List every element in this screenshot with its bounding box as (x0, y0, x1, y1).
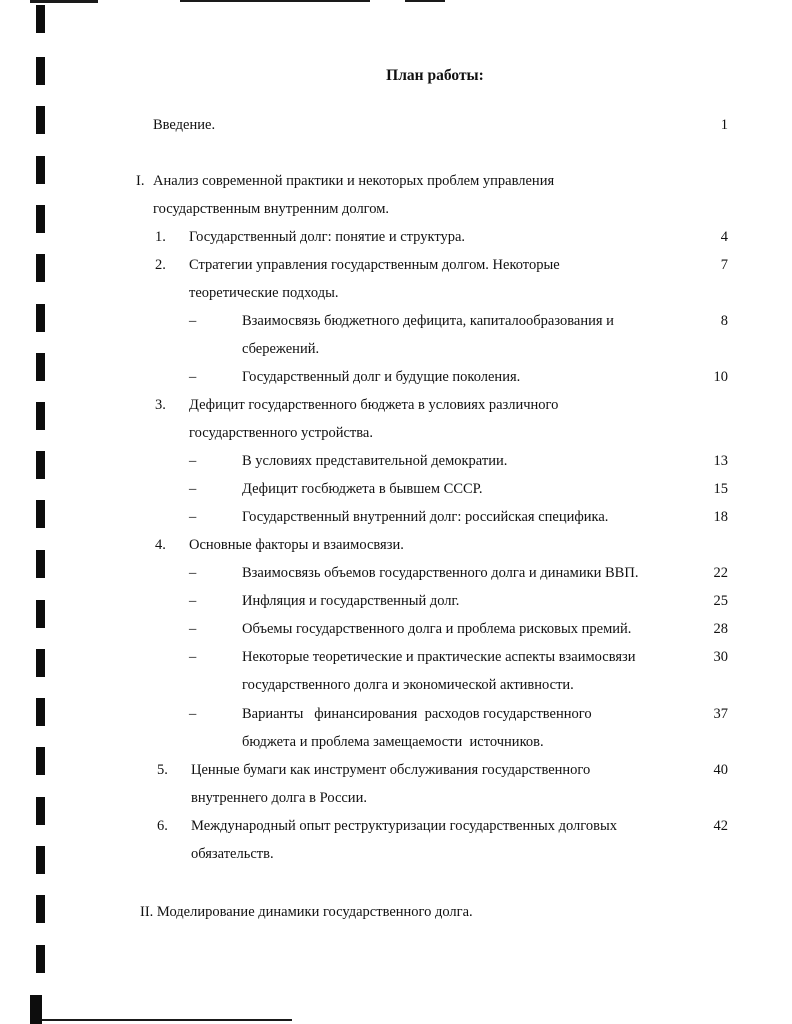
toc-intro: Введение. (153, 117, 216, 133)
binding-mark (36, 895, 45, 923)
toc-section-6-page: 42 (713, 818, 728, 834)
binding-mark (36, 846, 45, 874)
binding-mark (36, 5, 45, 33)
toc-section-4-title: Основные факторы и взаимосвязи. (189, 537, 404, 553)
toc-dash: – (189, 565, 197, 581)
toc-dash: – (189, 453, 197, 469)
toc-chapter-1-number: I. (136, 173, 145, 189)
toc-chapter-1-title: Анализ современной практики и некоторых проблем управления (153, 173, 555, 189)
toc-subsection-2a-title: Взаимосвязь бюджетного дефицита, капиталообразования и (242, 313, 614, 329)
binding-mark (36, 649, 45, 677)
toc-subsection-3b-title: Дефицит госбюджета в бывшем СССР. (242, 481, 483, 497)
binding-mark (36, 600, 45, 628)
toc-section-5-number: 5. (157, 762, 168, 778)
toc-subsection-4e-page: 37 (713, 706, 728, 722)
toc-subsection-4d-title: Некоторые теоретические и практические аспекты взаимосвязи (242, 649, 636, 665)
toc-subsection-4b-page: 25 (713, 593, 728, 609)
toc-subsection-4d-title-cont: государственного долга и экономической активности. (242, 677, 574, 693)
binding-mark (36, 451, 45, 479)
toc-section-5-page: 40 (713, 762, 728, 778)
scan-edge-line (30, 0, 98, 3)
toc-dash: – (189, 369, 197, 385)
toc-subsection-2b-title: Государственный долг и будущие поколения. (242, 369, 521, 385)
toc-dash: – (189, 649, 197, 665)
toc-section-1-page: 4 (720, 229, 728, 245)
toc-dash: – (189, 481, 197, 497)
scan-edge-block (30, 995, 42, 1024)
toc-subsection-4c-page: 28 (713, 621, 728, 637)
toc-section-3-number: 3. (155, 397, 166, 413)
binding-mark (36, 945, 45, 973)
binding-mark (36, 254, 45, 282)
toc-subsection-4c-title: Объемы государственного долга и проблема рисковых премий. (242, 621, 632, 637)
toc-section-4-number: 4. (155, 537, 166, 553)
toc-section-2-number: 2. (155, 257, 166, 273)
toc-chapter-2-title: II. Моделирование динамики государственного долга. (140, 904, 473, 920)
toc-section-2-title: Стратегии управления государственным долгом. Некоторые (189, 257, 560, 273)
toc-dash: – (189, 509, 197, 525)
toc-subsection-4e-title: Варианты финансирования расходов государственного (242, 706, 592, 722)
toc-subsection-2a-title-cont: сбережений. (242, 341, 320, 357)
page-title: План работы: (386, 67, 484, 84)
binding-mark (36, 747, 45, 775)
toc-section-1-title: Государственный долг: понятие и структура. (189, 229, 466, 245)
scan-edge-line (405, 0, 445, 2)
toc-dash: – (189, 706, 197, 722)
binding-mark (36, 500, 45, 528)
toc-section-6-number: 6. (157, 818, 168, 834)
binding-mark (36, 550, 45, 578)
binding-mark (36, 402, 45, 430)
toc-intro-page: 1 (720, 117, 728, 133)
toc-subsection-3b-page: 15 (713, 481, 728, 497)
binding-mark (36, 156, 45, 184)
toc-subsection-3c-title: Государственный внутренний долг: российская специфика. (242, 509, 609, 525)
toc-dash: – (189, 621, 197, 637)
binding-mark (36, 797, 45, 825)
binding-mark (36, 353, 45, 381)
toc-dash: – (189, 593, 197, 609)
binding-mark (36, 205, 45, 233)
scan-edge-line (180, 0, 370, 2)
toc-chapter-1-title-cont: государственным внутренним долгом. (153, 201, 390, 217)
toc-dash: – (189, 313, 197, 329)
toc-section-6-title: Международный опыт реструктуризации государственных долговых (191, 818, 617, 834)
toc-subsection-4a-page: 22 (713, 565, 728, 581)
toc-section-3-title-cont: государственного устройства. (189, 425, 373, 441)
toc-section-2-page: 7 (720, 257, 728, 273)
binding-mark (36, 106, 45, 134)
toc-section-2-title-cont: теоретические подходы. (189, 285, 339, 301)
toc-subsection-4d-page: 30 (713, 649, 728, 665)
toc-section-3-title: Дефицит государственного бюджета в условиях различного (189, 397, 559, 413)
toc-subsection-4e-title-cont: бюджета и проблема замещаемости источников. (242, 734, 544, 750)
scan-edge-line (30, 1019, 292, 1021)
toc-section-5-title-cont: внутреннего долга в России. (191, 790, 367, 806)
toc-subsection-3c-page: 18 (713, 509, 728, 525)
toc-section-5-title: Ценные бумаги как инструмент обслуживания государственного (191, 762, 591, 778)
toc-subsection-4b-title: Инфляция и государственный долг. (242, 593, 460, 609)
toc-subsection-3a-title: В условиях представительной демократии. (242, 453, 508, 469)
toc-section-6-title-cont: обязательств. (191, 846, 274, 862)
toc-subsection-2a-page: 8 (720, 313, 728, 329)
binding-mark (36, 698, 45, 726)
toc-subsection-2b-page: 10 (713, 369, 728, 385)
toc-subsection-3a-page: 13 (713, 453, 728, 469)
binding-mark (36, 304, 45, 332)
toc-subsection-4a-title: Взаимосвязь объемов государственного долга и динамики ВВП. (242, 565, 639, 581)
toc-section-1-number: 1. (155, 229, 166, 245)
